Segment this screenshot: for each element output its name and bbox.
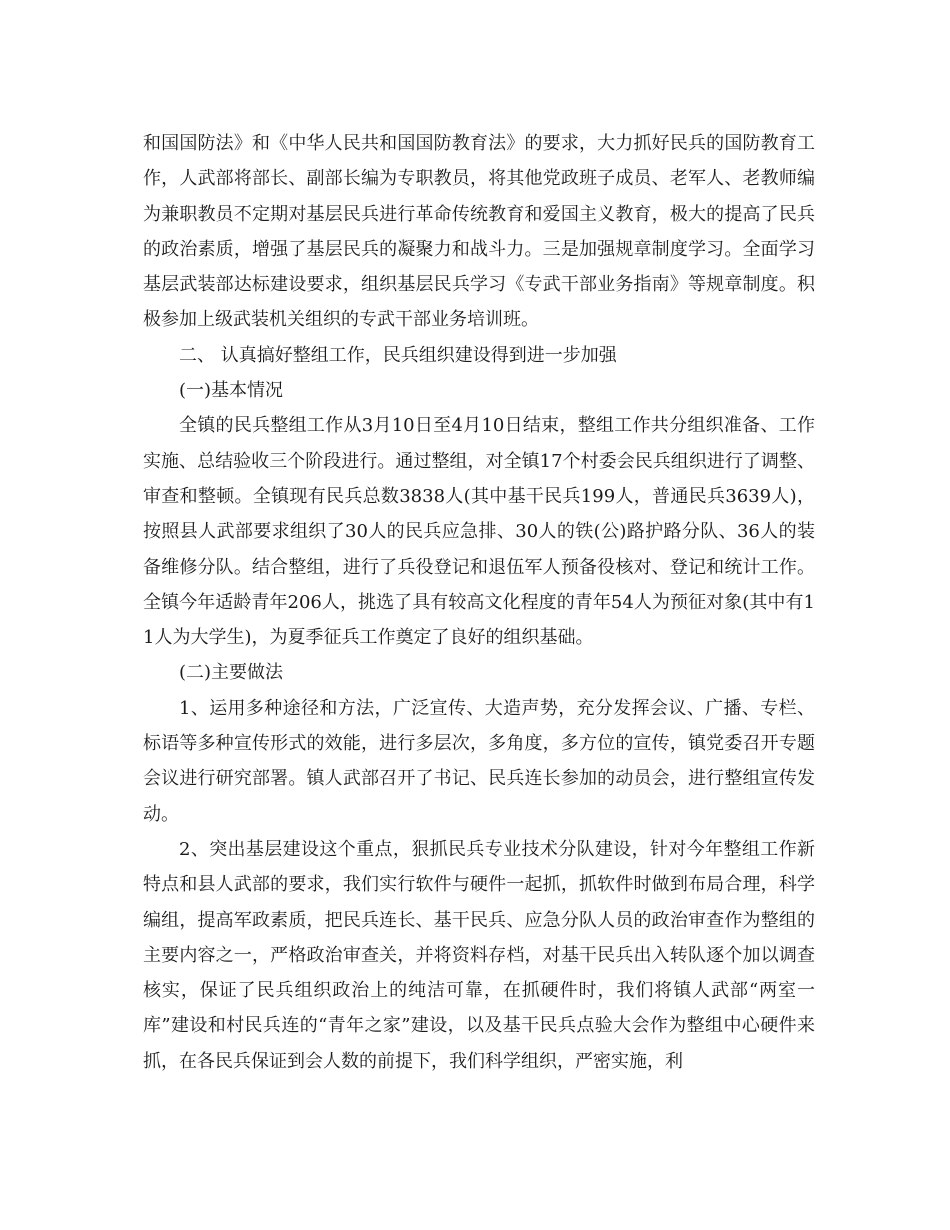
section-heading: 二、 认真搞好整组工作，民兵组织建设得到进一步加强	[179, 344, 617, 366]
body-paragraph: 1、运用多种途径和方法，广泛宣传、大造声势，充分发挥会议、广播、专栏、标语等多种宣传形式的效能，进行多层次，多角度，多方位的宣传，镇党委召开专题会议进行研究部署。镇人武部召开了书记、民兵连长参加的动员会，进行整组宣传发动。	[143, 697, 815, 825]
subsection-heading: (一)基本情况	[179, 380, 284, 402]
body-paragraph: 和国国防法》和《中华人民共和国国防教育法》的要求，大力抓好民兵的国防教育工作，人武部将部长、副部长编为专职教员，将其他党政班子成员、老军人、老教师编为兼职教员不定期对基层民兵进行革命传统教育和爱国主义教育，极大的提高了民兵的政治素质，增强了基层民兵的凝聚力和战斗力。三是加强规章制度学习。全面学习基层武装部达标建设要求，组织基层民兵学习《专武干部业务指南》等规章制度。积极参加上级武装机关组织的专武干部业务培训班。	[143, 133, 815, 331]
document-body	[143, 126, 815, 1079]
body-paragraph: 2、突出基层建设这个重点，狠抓民兵专业技术分队建设，针对今年整组工作新特点和县人武部的要求，我们实行软件与硬件一起抓，抓软件时做到布局合理，科学编组，提高军政素质，把民兵连长、基干民兵、应急分队人员的政治审查作为整组的主要内容之一，严格政治审查关，并将资料存档，对基干民兵出入转队逐个加以调查核实，保证了民兵组织政治上的纯洁可靠，在抓硬件时，我们将镇人武部“两室一库”建设和村民兵连的“青年之家”建设，以及基干民兵点验大会作为整组中心硬件来抓，在各民兵保证到会人数的前提下，我们科学组织，严密实施，利	[143, 838, 815, 1072]
body-paragraph: 全镇的民兵整组工作从3月10日至4月10日结束，整组工作共分组织准备、工作实施、总结验收三个阶段进行。通过整组，对全镇17个村委会民兵组织进行了调整、审查和整顿。全镇现有民兵总数3838人(其中基干民兵199人，普通民兵3639人)，按照县人武部要求组织了30人的民兵应急排、30人的铁(公)路护路分队、36人的装备维修分队。结合整组，进行了兵役登记和退伍军人预备役核对、登记和统计工作。全镇今年适龄青年206人，挑选了具有较高文化程度的青年54人为预征对象(其中有11人为大学生)，为夏季征兵工作奠定了良好的组织基础。	[143, 415, 815, 649]
subsection-heading: (二)主要做法	[179, 662, 284, 684]
